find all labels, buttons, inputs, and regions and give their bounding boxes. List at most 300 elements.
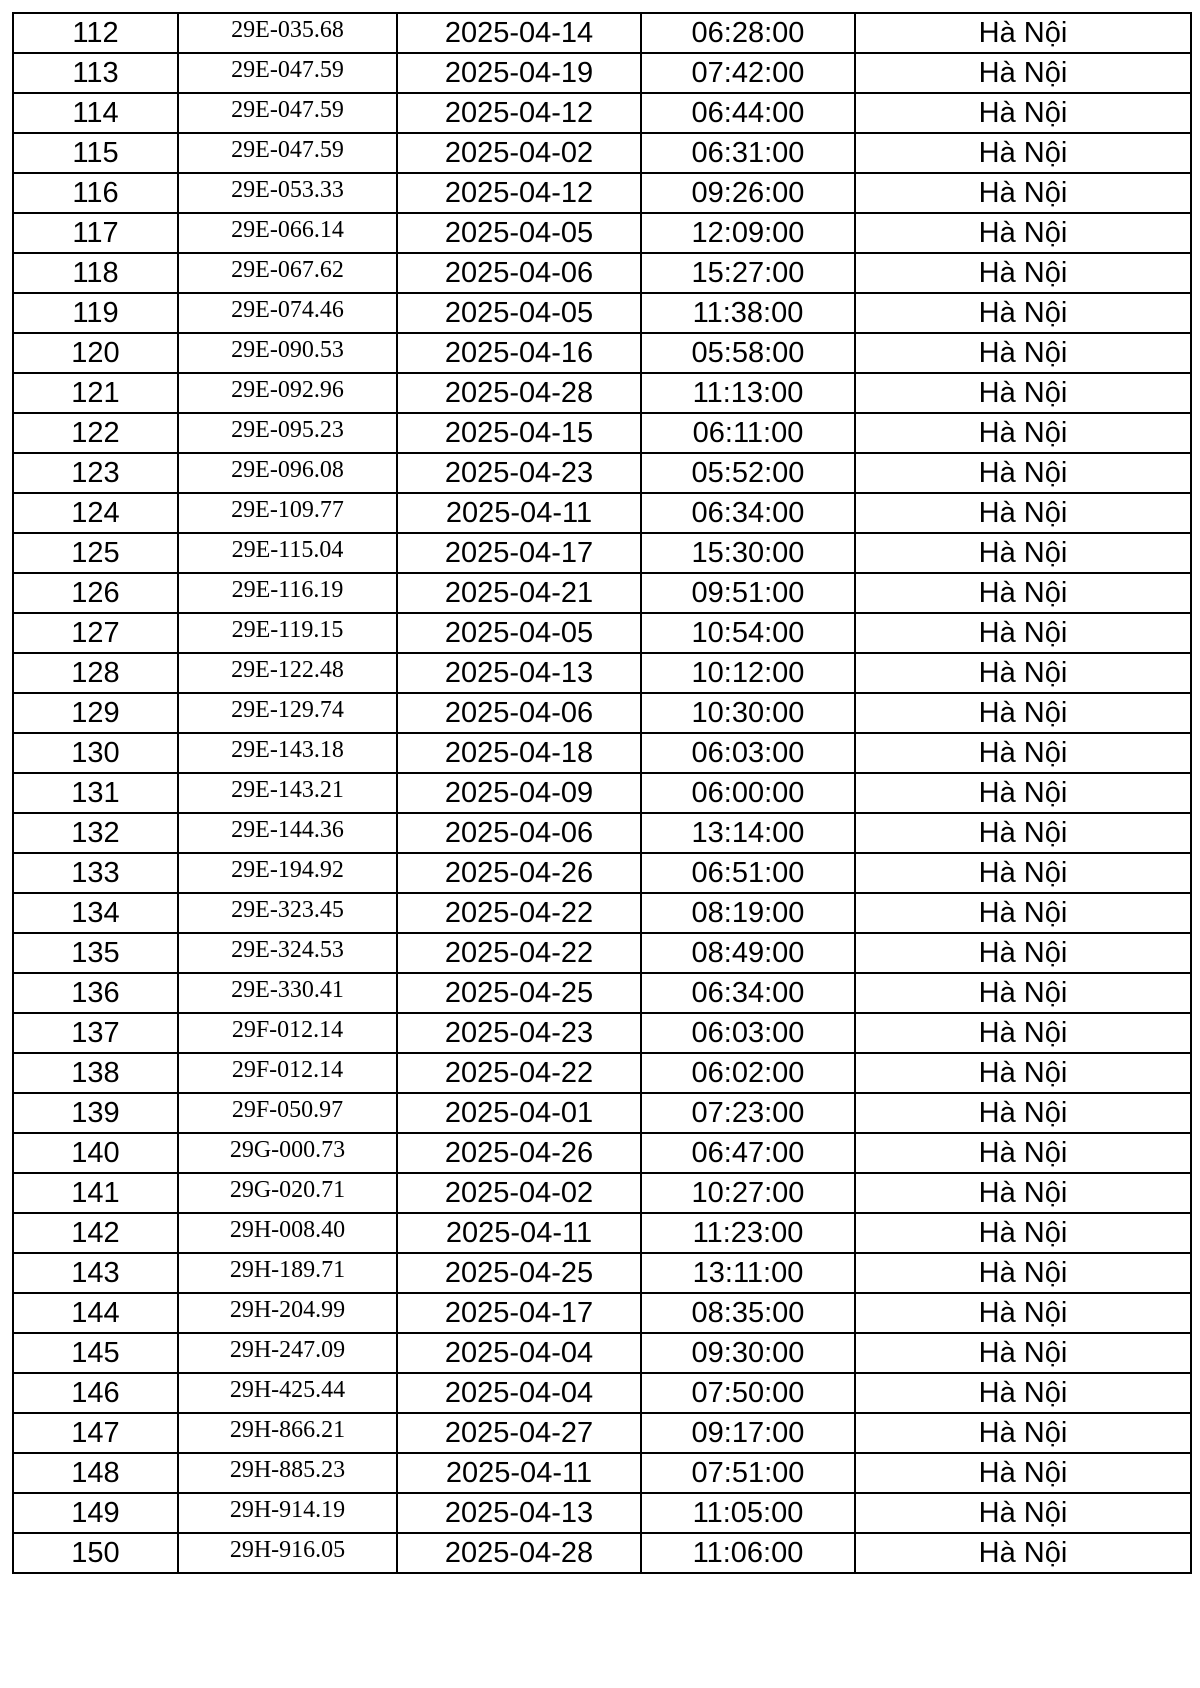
- date-cell: [397, 1253, 641, 1293]
- location-cell: [855, 813, 1191, 853]
- time-cell-text: 11:38:00: [692, 296, 804, 329]
- row-number-cell: [13, 573, 178, 613]
- row-number-cell: [13, 733, 178, 773]
- time-cell-text: 06:02:00: [691, 1056, 805, 1089]
- table-row: [13, 973, 1191, 1013]
- row-number-cell: [13, 53, 178, 93]
- table-row: [13, 813, 1191, 853]
- location-cell-text: Hà Nội: [978, 216, 1068, 249]
- time-cell-text: 13:11:00: [692, 1256, 804, 1289]
- date-cell-text: 2025-04-12: [444, 176, 594, 209]
- row-number-cell: [13, 1293, 178, 1333]
- date-cell: [397, 773, 641, 813]
- license-plate-cell-text: 29E-047.59: [231, 57, 344, 83]
- table-row: [13, 1133, 1191, 1173]
- location-cell: [855, 933, 1191, 973]
- row-number-cell-text: 113: [72, 56, 119, 89]
- location-cell-text: Hà Nội: [978, 376, 1068, 409]
- location-cell: [855, 1373, 1191, 1413]
- row-number-cell-text: 138: [71, 1056, 120, 1089]
- license-plate-cell: [178, 213, 397, 253]
- time-cell-text: 11:06:00: [692, 1536, 804, 1569]
- table-row: [13, 933, 1191, 973]
- date-cell: [397, 133, 641, 173]
- license-plate-cell: [178, 1173, 397, 1213]
- time-cell: [641, 333, 855, 373]
- location-cell-text: Hà Nội: [978, 976, 1068, 1009]
- table-row: [13, 493, 1191, 533]
- location-cell: [855, 1533, 1191, 1573]
- time-cell-text: 06:00:00: [691, 776, 805, 809]
- date-cell: [397, 1213, 641, 1253]
- license-plate-cell-text: 29E-324.53: [231, 937, 344, 963]
- date-cell: [397, 493, 641, 533]
- row-number-cell: [13, 1373, 178, 1413]
- date-cell: [397, 1013, 641, 1053]
- row-number-cell-text: 128: [71, 656, 120, 689]
- date-cell-text: 2025-04-01: [444, 1096, 594, 1129]
- license-plate-cell-text: 29E-047.59: [231, 97, 344, 123]
- location-cell: [855, 1093, 1191, 1133]
- location-cell-text: Hà Nội: [978, 1456, 1068, 1489]
- time-cell: [641, 693, 855, 733]
- table-row: [13, 453, 1191, 493]
- license-plate-cell-text: 29H-425.44: [229, 1377, 346, 1403]
- row-number-cell-text: 131: [71, 776, 120, 809]
- table-row: [13, 1173, 1191, 1213]
- row-number-cell: [13, 1533, 178, 1573]
- date-cell: [397, 1173, 641, 1213]
- location-cell: [855, 733, 1191, 773]
- date-cell: [397, 693, 641, 733]
- date-cell: [397, 1053, 641, 1093]
- location-cell-text: Hà Nội: [978, 1096, 1068, 1129]
- license-plate-cell: [178, 1053, 397, 1093]
- row-number-cell-text: 147: [71, 1416, 120, 1449]
- time-cell-text: 10:30:00: [691, 696, 805, 729]
- row-number-cell-text: 150: [71, 1536, 120, 1569]
- time-cell: [641, 493, 855, 533]
- license-plate-cell-text: 29F-012.14: [231, 1017, 344, 1043]
- location-cell: [855, 173, 1191, 213]
- license-plate-cell-text: 29E-109.77: [231, 497, 344, 523]
- date-cell: [397, 813, 641, 853]
- row-number-cell: [13, 693, 178, 733]
- license-plate-cell-text: 29E-122.48: [231, 657, 344, 683]
- date-cell-text: 2025-04-15: [444, 416, 594, 449]
- date-cell-text: 2025-04-25: [444, 1256, 594, 1289]
- license-plate-cell: [178, 93, 397, 133]
- date-cell-text: 2025-04-17: [444, 536, 594, 569]
- license-plate-cell-text: 29G-000.73: [229, 1137, 346, 1163]
- location-cell: [855, 573, 1191, 613]
- location-cell-text: Hà Nội: [978, 776, 1068, 809]
- location-cell-text: Hà Nội: [978, 416, 1068, 449]
- time-cell: [641, 1493, 855, 1533]
- license-plate-cell: [178, 653, 397, 693]
- time-cell: [641, 173, 855, 213]
- date-cell: [397, 1133, 641, 1173]
- time-cell-text: 07:50:00: [691, 1376, 805, 1409]
- date-cell: [397, 533, 641, 573]
- location-cell-text: Hà Nội: [978, 1136, 1068, 1169]
- time-cell: [641, 1173, 855, 1213]
- row-number-cell: [13, 853, 178, 893]
- date-cell: [397, 373, 641, 413]
- location-cell: [855, 453, 1191, 493]
- date-cell-text: 2025-04-12: [444, 96, 594, 129]
- date-cell: [397, 1453, 641, 1493]
- location-cell: [855, 253, 1191, 293]
- date-cell: [397, 653, 641, 693]
- location-cell: [855, 293, 1191, 333]
- row-number-cell-text: 115: [72, 136, 119, 169]
- license-plate-cell-text: 29H-885.23: [229, 1457, 346, 1483]
- location-cell: [855, 413, 1191, 453]
- row-number-cell-text: 134: [71, 896, 120, 929]
- row-number-cell: [13, 213, 178, 253]
- license-plate-cell: [178, 1413, 397, 1453]
- row-number-cell-text: 117: [72, 216, 119, 249]
- row-number-cell: [13, 293, 178, 333]
- table-row: [13, 1453, 1191, 1493]
- date-cell: [397, 613, 641, 653]
- date-cell: [397, 933, 641, 973]
- location-cell-text: Hà Nội: [978, 1336, 1068, 1369]
- row-number-cell-text: 124: [71, 496, 120, 529]
- date-cell-text: 2025-04-02: [444, 136, 594, 169]
- license-plate-cell: [178, 1293, 397, 1333]
- table-row: [13, 93, 1191, 133]
- license-plate-cell: [178, 893, 397, 933]
- time-cell: [641, 533, 855, 573]
- table-row: [13, 1013, 1191, 1053]
- time-cell-text: 09:51:00: [691, 576, 805, 609]
- license-plate-cell: [178, 1453, 397, 1493]
- location-cell: [855, 1213, 1191, 1253]
- date-cell: [397, 1093, 641, 1133]
- license-plate-cell: [178, 733, 397, 773]
- date-cell-text: 2025-04-09: [444, 776, 594, 809]
- time-cell-text: 06:28:00: [691, 16, 805, 49]
- time-cell: [641, 13, 855, 53]
- table-row: [13, 1333, 1191, 1373]
- license-plate-cell: [178, 853, 397, 893]
- table-row: [13, 133, 1191, 173]
- time-cell: [641, 1533, 855, 1573]
- location-cell-text: Hà Nội: [978, 616, 1068, 649]
- table-row: [13, 53, 1191, 93]
- time-cell: [641, 1093, 855, 1133]
- license-plate-cell: [178, 1373, 397, 1413]
- row-number-cell-text: 127: [71, 616, 120, 649]
- date-cell-text: 2025-04-22: [444, 1056, 594, 1089]
- time-cell: [641, 1453, 855, 1493]
- date-cell: [397, 253, 641, 293]
- location-cell-text: Hà Nội: [978, 96, 1068, 129]
- location-cell-text: Hà Nội: [978, 336, 1068, 369]
- table-row: [13, 253, 1191, 293]
- table-body: [13, 13, 1191, 1573]
- location-cell-text: Hà Nội: [978, 136, 1068, 169]
- time-cell: [641, 653, 855, 693]
- time-cell-text: 11:13:00: [692, 376, 804, 409]
- license-plate-cell: [178, 253, 397, 293]
- date-cell-text: 2025-04-04: [444, 1336, 594, 1369]
- location-cell-text: Hà Nội: [978, 56, 1068, 89]
- date-cell-text: 2025-04-11: [445, 496, 593, 529]
- time-cell: [641, 53, 855, 93]
- row-number-cell: [13, 373, 178, 413]
- date-cell-text: 2025-04-11: [445, 1456, 593, 1489]
- date-cell-text: 2025-04-22: [444, 936, 594, 969]
- license-plate-cell: [178, 1133, 397, 1173]
- date-cell-text: 2025-04-19: [444, 56, 594, 89]
- time-cell-text: 06:03:00: [691, 736, 805, 769]
- license-plate-cell: [178, 13, 397, 53]
- row-number-cell-text: 141: [71, 1176, 120, 1209]
- row-number-cell-text: 135: [71, 936, 120, 969]
- time-cell-text: 06:34:00: [691, 976, 805, 1009]
- license-plate-cell-text: 29E-115.04: [231, 537, 344, 563]
- row-number-cell: [13, 813, 178, 853]
- location-cell-text: Hà Nội: [978, 1296, 1068, 1329]
- time-cell: [641, 1293, 855, 1333]
- location-cell-text: Hà Nội: [978, 536, 1068, 569]
- row-number-cell: [13, 533, 178, 573]
- license-plate-cell: [178, 333, 397, 373]
- time-cell: [641, 1053, 855, 1093]
- location-cell-text: Hà Nội: [978, 576, 1068, 609]
- date-cell-text: 2025-04-27: [444, 1416, 594, 1449]
- location-cell-text: Hà Nội: [978, 256, 1068, 289]
- license-plate-cell: [178, 573, 397, 613]
- time-cell: [641, 933, 855, 973]
- time-cell-text: 10:27:00: [691, 1176, 805, 1209]
- row-number-cell-text: 148: [71, 1456, 120, 1489]
- license-plate-cell: [178, 693, 397, 733]
- row-number-cell: [13, 453, 178, 493]
- date-cell-text: 2025-04-11: [445, 1216, 593, 1249]
- time-cell-text: 06:03:00: [691, 1016, 805, 1049]
- license-plate-cell: [178, 1253, 397, 1293]
- date-cell: [397, 293, 641, 333]
- time-cell: [641, 573, 855, 613]
- time-cell-text: 13:14:00: [691, 816, 805, 849]
- location-cell: [855, 1413, 1191, 1453]
- time-cell-text: 10:12:00: [691, 656, 805, 689]
- row-number-cell-text: 121: [71, 376, 120, 409]
- time-cell: [641, 293, 855, 333]
- license-plate-cell-text: 29H-916.05: [229, 1537, 346, 1563]
- time-cell: [641, 973, 855, 1013]
- license-plate-cell: [178, 1333, 397, 1373]
- time-cell-text: 11:05:00: [692, 1496, 804, 1529]
- row-number-cell-text: 120: [71, 336, 120, 369]
- table-row: [13, 373, 1191, 413]
- row-number-cell-text: 123: [71, 456, 120, 489]
- license-plate-cell-text: 29F-012.14: [231, 1057, 344, 1083]
- time-cell: [641, 213, 855, 253]
- time-cell: [641, 1413, 855, 1453]
- time-cell: [641, 733, 855, 773]
- license-plate-cell: [178, 53, 397, 93]
- location-cell: [855, 1253, 1191, 1293]
- time-cell-text: 08:49:00: [691, 936, 805, 969]
- time-cell: [641, 133, 855, 173]
- row-number-cell: [13, 973, 178, 1013]
- license-plate-cell: [178, 373, 397, 413]
- time-cell: [641, 1373, 855, 1413]
- license-plate-cell-text: 29E-095.23: [231, 417, 344, 443]
- date-cell: [397, 1493, 641, 1533]
- row-number-cell-text: 136: [71, 976, 120, 1009]
- time-cell: [641, 1333, 855, 1373]
- license-plate-cell-text: 29E-035.68: [231, 17, 344, 43]
- table-row: [13, 413, 1191, 453]
- table-row: [13, 1213, 1191, 1253]
- row-number-cell: [13, 1133, 178, 1173]
- license-plate-cell: [178, 773, 397, 813]
- date-cell-text: 2025-04-28: [444, 376, 594, 409]
- date-cell-text: 2025-04-23: [444, 1016, 594, 1049]
- table-row: [13, 533, 1191, 573]
- table-row: [13, 1493, 1191, 1533]
- location-cell-text: Hà Nội: [978, 816, 1068, 849]
- date-cell-text: 2025-04-02: [444, 1176, 594, 1209]
- time-cell: [641, 853, 855, 893]
- license-plate-cell: [178, 1533, 397, 1573]
- date-cell: [397, 1413, 641, 1453]
- row-number-cell-text: 142: [71, 1216, 120, 1249]
- violations-table: [12, 12, 1192, 1574]
- table-row: [13, 1293, 1191, 1333]
- row-number-cell-text: 149: [71, 1496, 120, 1529]
- row-number-cell-text: 139: [71, 1096, 120, 1129]
- row-number-cell: [13, 173, 178, 213]
- row-number-cell: [13, 1053, 178, 1093]
- table-row: [13, 653, 1191, 693]
- license-plate-cell-text: 29H-866.21: [229, 1417, 346, 1443]
- location-cell: [855, 653, 1191, 693]
- date-cell-text: 2025-04-26: [444, 856, 594, 889]
- row-number-cell: [13, 253, 178, 293]
- row-number-cell-text: 140: [71, 1136, 120, 1169]
- time-cell-text: 08:19:00: [691, 896, 805, 929]
- time-cell-text: 07:23:00: [691, 1096, 805, 1129]
- row-number-cell: [13, 493, 178, 533]
- date-cell: [397, 93, 641, 133]
- license-plate-cell: [178, 293, 397, 333]
- license-plate-cell-text: 29E-323.45: [231, 897, 344, 923]
- row-number-cell-text: 118: [72, 256, 119, 289]
- license-plate-cell: [178, 813, 397, 853]
- date-cell-text: 2025-04-18: [444, 736, 594, 769]
- license-plate-cell-text: 29E-143.21: [231, 777, 344, 803]
- date-cell-text: 2025-04-13: [444, 1496, 594, 1529]
- time-cell-text: 06:34:00: [691, 496, 805, 529]
- license-plate-cell-text: 29E-092.96: [231, 377, 344, 403]
- date-cell: [397, 173, 641, 213]
- license-plate-cell-text: 29H-008.40: [229, 1217, 346, 1243]
- location-cell: [855, 213, 1191, 253]
- row-number-cell-text: 122: [71, 416, 120, 449]
- date-cell-text: 2025-04-16: [444, 336, 594, 369]
- location-cell-text: Hà Nội: [978, 696, 1068, 729]
- location-cell-text: Hà Nội: [978, 1216, 1068, 1249]
- location-cell: [855, 893, 1191, 933]
- table-row: [13, 293, 1191, 333]
- date-cell-text: 2025-04-06: [444, 816, 594, 849]
- location-cell: [855, 93, 1191, 133]
- row-number-cell: [13, 333, 178, 373]
- location-cell: [855, 853, 1191, 893]
- table-row: [13, 773, 1191, 813]
- row-number-cell: [13, 1093, 178, 1133]
- row-number-cell-text: 146: [71, 1376, 120, 1409]
- row-number-cell: [13, 1213, 178, 1253]
- date-cell-text: 2025-04-14: [444, 16, 594, 49]
- location-cell-text: Hà Nội: [978, 296, 1068, 329]
- license-plate-cell-text: 29E-074.46: [231, 297, 344, 323]
- location-cell: [855, 1493, 1191, 1533]
- table-row: [13, 1093, 1191, 1133]
- table-row: [13, 573, 1191, 613]
- table-row: [13, 1533, 1191, 1573]
- row-number-cell: [13, 933, 178, 973]
- row-number-cell-text: 125: [71, 536, 120, 569]
- row-number-cell: [13, 93, 178, 133]
- license-plate-cell: [178, 453, 397, 493]
- location-cell-text: Hà Nội: [978, 656, 1068, 689]
- license-plate-cell-text: 29E-090.53: [231, 337, 344, 363]
- location-cell: [855, 1293, 1191, 1333]
- date-cell: [397, 733, 641, 773]
- date-cell: [397, 453, 641, 493]
- location-cell-text: Hà Nội: [978, 896, 1068, 929]
- license-plate-cell: [178, 413, 397, 453]
- license-plate-cell: [178, 1093, 397, 1133]
- date-cell: [397, 853, 641, 893]
- table-row: [13, 693, 1191, 733]
- time-cell: [641, 93, 855, 133]
- date-cell-text: 2025-04-05: [444, 616, 594, 649]
- time-cell: [641, 1133, 855, 1173]
- row-number-cell-text: 145: [71, 1336, 120, 1369]
- date-cell: [397, 1333, 641, 1373]
- location-cell-text: Hà Nội: [978, 1536, 1068, 1569]
- time-cell: [641, 1213, 855, 1253]
- date-cell-text: 2025-04-21: [444, 576, 594, 609]
- license-plate-cell-text: 29H-247.09: [229, 1337, 346, 1363]
- license-plate-cell-text: 29E-066.14: [231, 217, 344, 243]
- time-cell-text: 15:30:00: [691, 536, 805, 569]
- time-cell: [641, 773, 855, 813]
- location-cell-text: Hà Nội: [978, 16, 1068, 49]
- time-cell-text: 12:09:00: [691, 216, 805, 249]
- license-plate-cell-text: 29E-096.08: [231, 457, 344, 483]
- table-row: [13, 613, 1191, 653]
- time-cell: [641, 613, 855, 653]
- table-row: [13, 1253, 1191, 1293]
- time-cell: [641, 453, 855, 493]
- license-plate-cell-text: 29E-067.62: [231, 257, 344, 283]
- row-number-cell-text: 119: [72, 296, 119, 329]
- date-cell-text: 2025-04-05: [444, 216, 594, 249]
- location-cell: [855, 773, 1191, 813]
- time-cell-text: 06:31:00: [691, 136, 805, 169]
- table-row: [13, 1373, 1191, 1413]
